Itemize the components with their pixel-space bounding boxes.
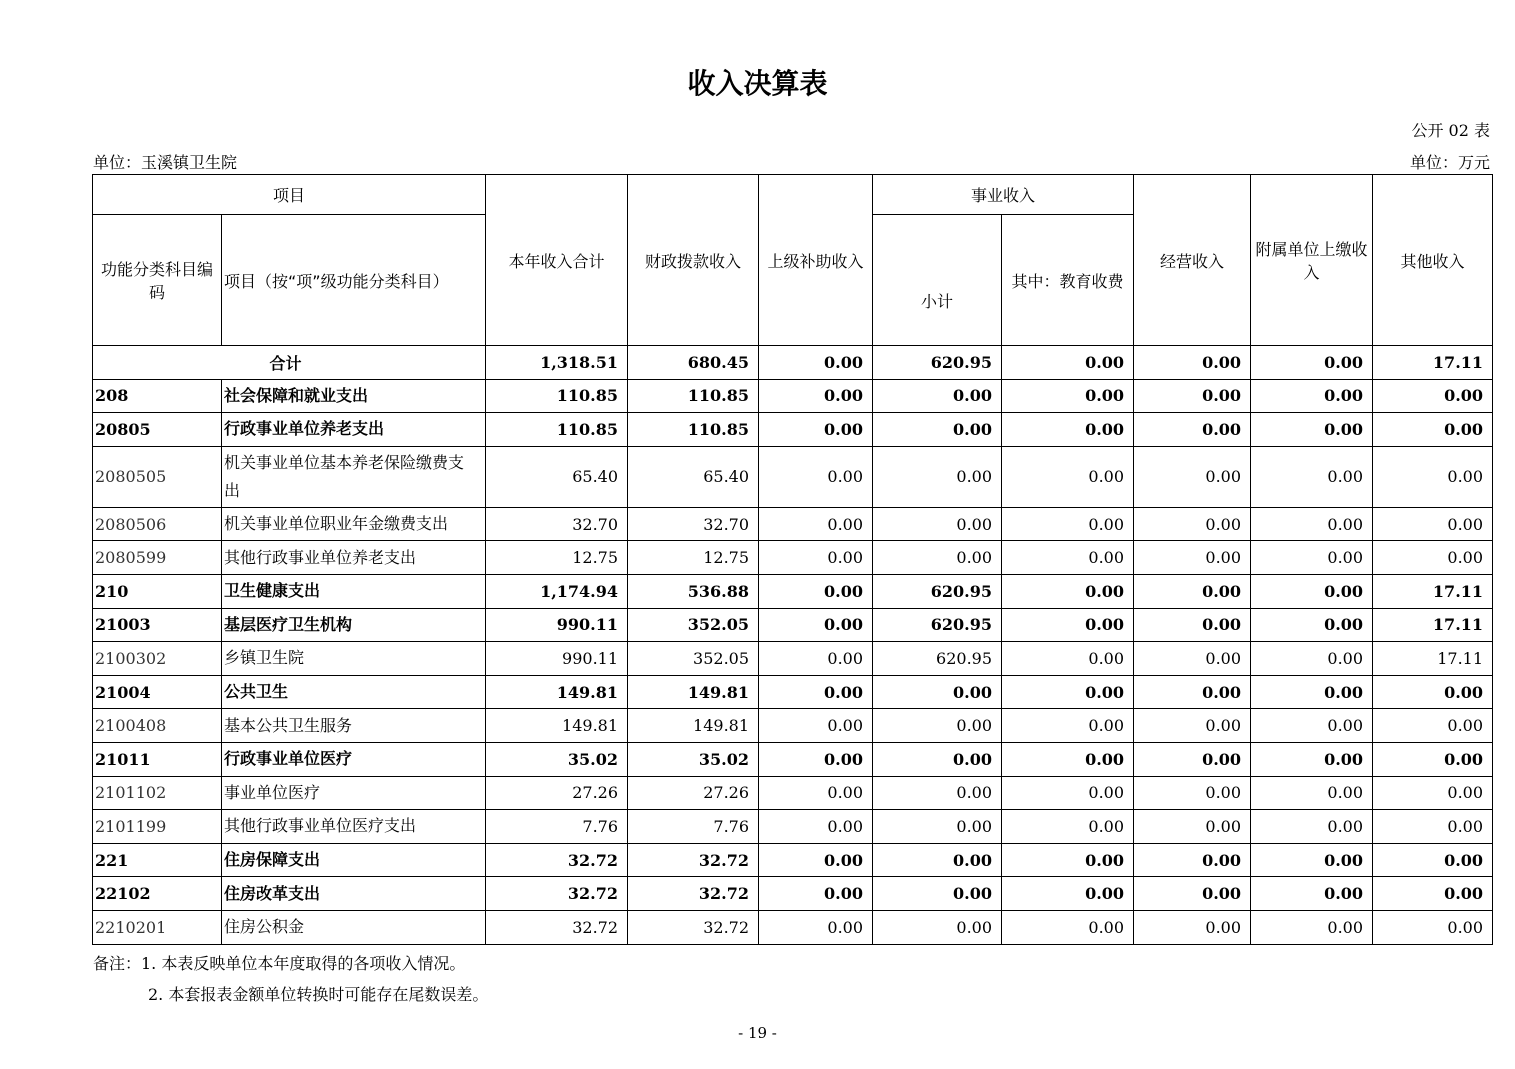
row-value: 0.00: [1251, 507, 1373, 541]
row-name: 公共卫生: [222, 675, 486, 709]
row-value: 0.00: [1251, 642, 1373, 676]
row-value: 0.00: [1002, 810, 1134, 844]
row-value: 0.00: [1251, 843, 1373, 877]
table-row: [93, 574, 1493, 608]
row-code: 2210201: [93, 910, 222, 944]
row-code: 210: [93, 574, 222, 608]
row-value: 0.00: [759, 413, 873, 447]
row-value: 0.00: [1002, 843, 1134, 877]
row-name: 事业单位医疗: [222, 776, 486, 810]
table-row: [93, 507, 1493, 541]
row-value: 12.75: [486, 541, 628, 575]
row-value: 0.00: [1251, 910, 1373, 944]
row-value: 110.85: [628, 379, 759, 413]
row-value: 620.95: [873, 642, 1002, 676]
total-row: [93, 346, 1493, 380]
row-name: 基层医疗卫生机构: [222, 608, 486, 642]
row-value: 149.81: [486, 709, 628, 743]
header-total: 本年收入合计: [486, 175, 628, 346]
row-value: 0.00: [1251, 574, 1373, 608]
row-value: 32.70: [486, 507, 628, 541]
row-value: 0.00: [1134, 413, 1251, 447]
row-code: 2080506: [93, 507, 222, 541]
row-value: 7.76: [486, 810, 628, 844]
row-value: 0.00: [1373, 843, 1493, 877]
form-number: 公开 02 表: [1411, 121, 1490, 140]
row-value: 32.72: [486, 877, 628, 911]
row-value: 0.00: [1251, 446, 1373, 507]
row-value: 0.00: [1251, 776, 1373, 810]
row-value: 0.00: [873, 910, 1002, 944]
header-name: 项目（按“项”级功能分类科目）: [222, 215, 486, 346]
row-value: 0.00: [1373, 541, 1493, 575]
row-value: 0.00: [1002, 910, 1134, 944]
row-value: 17.11: [1373, 574, 1493, 608]
row-name: 社会保障和就业支出: [222, 379, 486, 413]
row-value: 0.00: [759, 709, 873, 743]
total-cell: 0.00: [1134, 346, 1251, 380]
row-value: 0.00: [1134, 776, 1251, 810]
row-value: 352.05: [628, 642, 759, 676]
row-value: 17.11: [1373, 642, 1493, 676]
header-superior: 上级补助收入: [759, 175, 873, 346]
row-value: 0.00: [1002, 709, 1134, 743]
row-name: 机关事业单位职业年金缴费支出: [222, 507, 486, 541]
row-code: 2100302: [93, 642, 222, 676]
row-code: 208: [93, 379, 222, 413]
row-value: 0.00: [759, 910, 873, 944]
row-value: 110.85: [628, 413, 759, 447]
row-value: 0.00: [1002, 675, 1134, 709]
income-table: [92, 174, 1493, 945]
row-value: 0.00: [873, 843, 1002, 877]
row-value: 0.00: [1373, 810, 1493, 844]
row-value: 12.75: [628, 541, 759, 575]
row-code: 2080505: [93, 446, 222, 507]
row-value: 32.72: [628, 877, 759, 911]
row-value: 0.00: [1002, 608, 1134, 642]
row-value: 0.00: [1373, 675, 1493, 709]
row-value: 0.00: [759, 877, 873, 911]
row-value: 0.00: [873, 413, 1002, 447]
row-code: 221: [93, 843, 222, 877]
note-line-1: 备注：1. 本表反映单位本年度取得的各项收入情况。: [93, 954, 466, 973]
row-value: 27.26: [628, 776, 759, 810]
row-value: 0.00: [1373, 910, 1493, 944]
row-value: 990.11: [486, 642, 628, 676]
header-business-group: 事业收入: [873, 175, 1134, 215]
row-name: 住房公积金: [222, 910, 486, 944]
row-value: 32.72: [628, 843, 759, 877]
row-value: 0.00: [759, 446, 873, 507]
row-value: 0.00: [759, 608, 873, 642]
row-value: 0.00: [759, 541, 873, 575]
row-value: 0.00: [1002, 574, 1134, 608]
row-value: 0.00: [1134, 379, 1251, 413]
row-value: 32.72: [628, 910, 759, 944]
row-name: 住房改革支出: [222, 877, 486, 911]
row-value: 0.00: [1002, 642, 1134, 676]
header-affiliated: 附属单位上缴收入: [1251, 175, 1373, 346]
row-code: 2101102: [93, 776, 222, 810]
row-value: 0.00: [1002, 742, 1134, 776]
total-cell: 620.95: [873, 346, 1002, 380]
row-value: 0.00: [1373, 379, 1493, 413]
row-value: 0.00: [759, 574, 873, 608]
header-fiscal: 财政拨款收入: [628, 175, 759, 346]
table-row: [93, 877, 1493, 911]
page-title: 收入决算表: [687, 67, 828, 100]
row-value: 0.00: [873, 541, 1002, 575]
row-value: 0.00: [1002, 877, 1134, 911]
row-value: 620.95: [873, 574, 1002, 608]
row-value: 0.00: [1134, 507, 1251, 541]
row-value: 0.00: [759, 379, 873, 413]
row-code: 2100408: [93, 709, 222, 743]
row-value: 0.00: [1002, 413, 1134, 447]
row-value: 0.00: [1134, 742, 1251, 776]
row-value: 536.88: [628, 574, 759, 608]
row-value: 0.00: [873, 507, 1002, 541]
row-value: 0.00: [1251, 810, 1373, 844]
row-value: 0.00: [873, 379, 1002, 413]
row-value: 620.95: [873, 608, 1002, 642]
header-education: 其中：教育收费: [1002, 215, 1134, 346]
row-value: 110.85: [486, 379, 628, 413]
row-value: 0.00: [759, 675, 873, 709]
row-value: 0.00: [1134, 709, 1251, 743]
total-cell: 0.00: [759, 346, 873, 380]
row-value: 0.00: [873, 675, 1002, 709]
row-name: 其他行政事业单位医疗支出: [222, 810, 486, 844]
row-value: 0.00: [1134, 910, 1251, 944]
row-code: 21003: [93, 608, 222, 642]
table-row: [93, 446, 1493, 507]
row-value: 17.11: [1373, 608, 1493, 642]
row-name: 机关事业单位基本养老保险缴费支出: [222, 446, 486, 507]
total-cell: 680.45: [628, 346, 759, 380]
row-name: 基本公共卫生服务: [222, 709, 486, 743]
table-row: [93, 541, 1493, 575]
row-value: 0.00: [1134, 574, 1251, 608]
table-row: [93, 776, 1493, 810]
row-value: 0.00: [1373, 742, 1493, 776]
row-code: 22102: [93, 877, 222, 911]
row-value: 0.00: [1134, 810, 1251, 844]
table-row: [93, 910, 1493, 944]
row-value: 32.72: [486, 843, 628, 877]
row-value: 149.81: [628, 709, 759, 743]
row-value: 0.00: [1002, 446, 1134, 507]
row-value: 0.00: [1002, 541, 1134, 575]
row-value: 0.00: [759, 642, 873, 676]
table-row: [93, 742, 1493, 776]
table-row: [93, 843, 1493, 877]
table-row: [93, 413, 1493, 447]
row-value: 35.02: [628, 742, 759, 776]
row-value: 110.85: [486, 413, 628, 447]
header-operating: 经营收入: [1134, 175, 1251, 346]
row-value: 0.00: [759, 843, 873, 877]
header-subtotal: 小计: [873, 215, 1002, 346]
row-value: 0.00: [759, 810, 873, 844]
row-value: 7.76: [628, 810, 759, 844]
row-value: 0.00: [1373, 877, 1493, 911]
row-value: 149.81: [486, 675, 628, 709]
row-code: 2080599: [93, 541, 222, 575]
row-value: 0.00: [873, 776, 1002, 810]
row-name: 行政事业单位医疗: [222, 742, 486, 776]
row-value: 0.00: [1134, 608, 1251, 642]
header-project: 项目: [93, 175, 486, 215]
row-value: 0.00: [1373, 776, 1493, 810]
total-cell: 17.11: [1373, 346, 1493, 380]
currency-unit: 单位：万元: [1409, 153, 1490, 172]
row-code: 21011: [93, 742, 222, 776]
row-value: 0.00: [1373, 507, 1493, 541]
row-code: 20805: [93, 413, 222, 447]
row-value: 0.00: [1373, 413, 1493, 447]
total-label: 合计: [93, 346, 486, 380]
row-name: 其他行政事业单位养老支出: [222, 541, 486, 575]
row-value: 0.00: [759, 742, 873, 776]
table-row: [93, 709, 1493, 743]
row-value: 990.11: [486, 608, 628, 642]
row-value: 0.00: [1251, 675, 1373, 709]
row-value: 0.00: [1251, 379, 1373, 413]
total-cell: 1,318.51: [486, 346, 628, 380]
row-name: 行政事业单位养老支出: [222, 413, 486, 447]
row-value: 0.00: [759, 507, 873, 541]
page-number: - 19 -: [738, 1024, 777, 1042]
notes: [93, 948, 488, 1010]
row-value: 65.40: [486, 446, 628, 507]
row-value: 0.00: [1251, 877, 1373, 911]
table-row: [93, 379, 1493, 413]
row-value: 352.05: [628, 608, 759, 642]
row-code: 2101199: [93, 810, 222, 844]
note-line-2: 2. 本套报表金额单位转换时可能存在尾数误差。: [148, 985, 489, 1004]
table-row: [93, 675, 1493, 709]
row-value: 0.00: [1251, 742, 1373, 776]
row-value: 0.00: [1134, 541, 1251, 575]
row-value: 65.40: [628, 446, 759, 507]
row-value: 0.00: [1134, 877, 1251, 911]
row-value: 0.00: [1251, 709, 1373, 743]
row-value: 0.00: [1251, 413, 1373, 447]
row-value: 0.00: [873, 709, 1002, 743]
row-name: 卫生健康支出: [222, 574, 486, 608]
total-cell: 0.00: [1002, 346, 1134, 380]
row-code: 21004: [93, 675, 222, 709]
row-value: 0.00: [1373, 709, 1493, 743]
row-value: 1,174.94: [486, 574, 628, 608]
reporting-unit: 单位：玉溪镇卫生院: [93, 153, 238, 172]
row-value: 0.00: [1002, 379, 1134, 413]
row-value: 0.00: [1373, 446, 1493, 507]
row-value: 0.00: [1251, 541, 1373, 575]
total-cell: 0.00: [1251, 346, 1373, 380]
row-value: 27.26: [486, 776, 628, 810]
row-name: 乡镇卫生院: [222, 642, 486, 676]
row-value: 32.72: [486, 910, 628, 944]
row-value: 149.81: [628, 675, 759, 709]
row-value: 0.00: [1134, 675, 1251, 709]
row-value: 32.70: [628, 507, 759, 541]
row-value: 0.00: [1134, 642, 1251, 676]
row-value: 0.00: [1002, 507, 1134, 541]
table-row: [93, 810, 1493, 844]
header-other: 其他收入: [1373, 175, 1493, 346]
row-value: 35.02: [486, 742, 628, 776]
row-value: 0.00: [1134, 843, 1251, 877]
row-value: 0.00: [873, 877, 1002, 911]
row-value: 0.00: [1134, 446, 1251, 507]
row-value: 0.00: [873, 742, 1002, 776]
row-value: 0.00: [873, 446, 1002, 507]
row-value: 0.00: [873, 810, 1002, 844]
row-value: 0.00: [1251, 608, 1373, 642]
row-value: 0.00: [1002, 776, 1134, 810]
row-name: 住房保障支出: [222, 843, 486, 877]
header-code: 功能分类科目编码: [93, 215, 222, 346]
table-row: [93, 642, 1493, 676]
table-row: [93, 608, 1493, 642]
row-value: 0.00: [759, 776, 873, 810]
